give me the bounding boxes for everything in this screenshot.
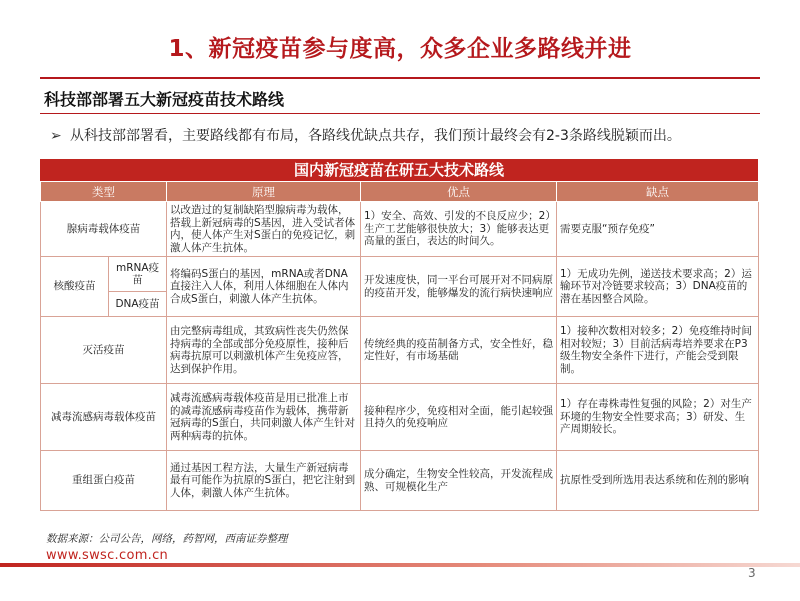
page-title: 1、新冠疫苗参与度高，众多企业多路线并进 — [168, 36, 632, 62]
principle-cell: 以改造过的复制缺陷型腺病毒为载体，搭载上新冠病毒的S基因，进入受试者体内，使人体产生对S蛋白的免疫记忆，刺激人体产生抗体。 — [167, 202, 361, 257]
cons-cell: 抗原性受到所选用表达系统和佐剂的影响 — [557, 451, 759, 511]
data-source-note: 数据来源：公司公告，网络，药智网，西南证券整理 — [46, 533, 288, 545]
table-header-row — [41, 182, 759, 202]
table-row — [41, 451, 759, 511]
summary-text: 从科技部部署看，主要路线都有布局，各路线优缺点共存，我们预计最终会有2-3条路线脱颖而出。 — [70, 128, 681, 144]
cons-cell: 1）存在毒株毒性复强的风险；2）对生产环境的生物安全性要求高；3）研发、生产周期较长。 — [557, 384, 759, 451]
principle-cell: 由完整病毒组成，其致病性丧失仍然保持病毒的全部或部分免疫原性，接种后病毒抗原可以刺激机体产生免疫应答，达到保护作用。 — [167, 317, 361, 384]
principle-cell: 通过基因工程方法，大量生产新冠病毒最有可能作为抗原的S蛋白，把它注射到人体，刺激人体产生抗体。 — [167, 451, 361, 511]
table-row — [41, 257, 759, 292]
type-cell: 腺病毒载体疫苗 — [41, 202, 167, 257]
type-cell: 减毒流感病毒载体疫苗 — [41, 384, 167, 451]
type-cell: 重组蛋白疫苗 — [41, 451, 167, 511]
cons-cell: 1）无成功先例，递送技术要求高；2）运输环节对冷链要求较高；3）DNA疫苗的潜在基因整合风险。 — [557, 257, 759, 317]
type-cell: 核酸疫苗 — [41, 257, 109, 317]
footer-website-link[interactable]: www.swsc.com.cn — [46, 548, 169, 563]
pros-cell: 接种程序少，免疫相对全面，能引起较强且持久的免疫响应 — [361, 384, 557, 451]
vaccine-route-table — [40, 181, 759, 511]
table-row — [41, 317, 759, 384]
summary-bullet — [50, 125, 681, 145]
header-type: 类型 — [41, 182, 167, 202]
subtype-cell: DNA疫苗 — [109, 292, 167, 317]
principle-cell: 减毒流感病毒载体疫苗是用已批准上市的减毒流感病毒疫苗作为载体，携带新冠病毒的S蛋白，共同刺激人体产生针对两种病毒的抗体。 — [167, 384, 361, 451]
cons-cell: 需要克服“预存免疫” — [557, 202, 759, 257]
page-number: 3 — [748, 566, 756, 580]
type-cell: 灭活疫苗 — [41, 317, 167, 384]
table-row — [41, 384, 759, 451]
subtype-cell: mRNA疫苗 — [109, 257, 167, 292]
cons-cell: 1）接种次数相对较多；2）免疫维持时间相对较短；3）目前活病毒培养要求在P3级生物安全条件下进行，产能会受到限制。 — [557, 317, 759, 384]
section-divider — [40, 113, 760, 114]
pros-cell: 传统经典的疫苗制备方式，安全性好，稳定性好，有市场基础 — [361, 317, 557, 384]
title-divider — [40, 77, 760, 79]
footer-divider — [0, 563, 800, 567]
section-heading: 科技部部署五大新冠疫苗技术路线 — [44, 90, 285, 109]
principle-cell: 将编码S蛋白的基因，mRNA或者DNA直接注入人体，利用人体细胞在人体内合成S蛋白，刺激人体产生抗体。 — [167, 257, 361, 317]
pros-cell: 开发速度快，同一平台可展开对不同病原的疫苗开发，能够爆发的流行病快速响应 — [361, 257, 557, 317]
arrow-bullet-icon: ➢ — [50, 128, 62, 144]
header-principle: 原理 — [167, 182, 361, 202]
pros-cell: 成分确定，生物安全性较高，开发流程成熟、可规模化生产 — [361, 451, 557, 511]
table-row — [41, 202, 759, 257]
table-title: 国内新冠疫苗在研五大技术路线 — [40, 159, 758, 181]
pros-cell: 1）安全、高效、引发的不良反应少；2）生产工艺能够很快放大；3）能够表达更高量的蛋白，表达的时间久。 — [361, 202, 557, 257]
header-pros: 优点 — [361, 182, 557, 202]
header-cons: 缺点 — [557, 182, 759, 202]
